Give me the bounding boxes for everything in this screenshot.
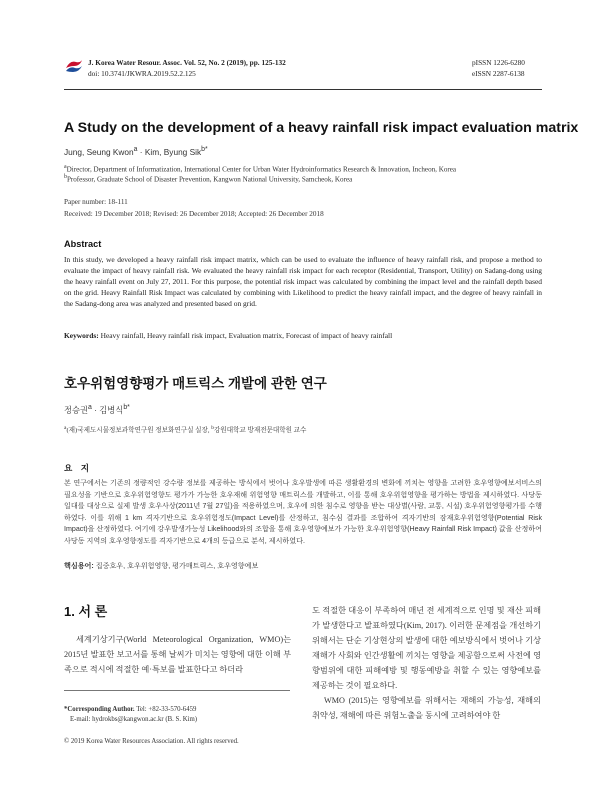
abstract-heading: Abstract — [64, 239, 102, 249]
header-rule — [64, 89, 542, 90]
abstract-text: In this study, we developed a heavy rainfall risk impact matrix, which can be used to evaluate the influence of heavy rainfall risk, and propose a method to evaluate the impact of heavy rainfall risk. We evaluated the heavy rainfall risk impact for each receptor (Residential, Transport, Utility) on Sadang-dong using the heavy rainfall event on July 27, 2011. For this purpose, the potential risk impact was calculated by combining the impact level and the rainfall depth based on the grid. Heavy Rainfall Risk Impact was calculated by combining with Likelihood to predict the heavy rainfall impact, and the degree of heavy rainfall in the Sadang-dong area was analyzed and presented based on grid. — [64, 255, 542, 308]
paper-number: Paper number: 18-111 — [64, 198, 128, 206]
journal-logo-icon — [64, 56, 84, 76]
korean-abstract-text: 본 연구에서는 기존의 정량적인 강수량 정보를 제공하는 방식에서 벗어나 호우발생에 따른 생활환경의 변화에 끼치는 영향을 고려한 호우영향예보서비스의 필요성을 기반으로 호우위험영향도 평가가 가능한 호우재해 위험영향 매트릭스를 개발하고, 이를 통해 호우위험영향을 평가하는 방법을 제시하였다. 사당동 일대를 대상으로 실제 발생 호우사상(2011년 7월 27일)을 적용하였으며, 호우에 의한 침수로 영향을 받는 대상별(사람, 교통, 시설) 호우위험영향평가를 수행하였다. 이를 위해 1 km 격자기반으로 호우위험정도(Impact Level)를 산정하고, 침수심 결과를 조합하여 격자기반의 잠재호우위험영향(Potential Risk Impact)을 산정하였다. 여기에 강우발생가능성 Likelihood와의 조합을 통해 호우영향예보가 가능한 호우위험영향(Heavy Rainfall Risk Impact) 값을 산정하여 사당동 지역의 호우영향정도를 격자기반으로 4개의 등급으로 분석, 제시하였다. — [64, 479, 542, 545]
intro-right-column — [312, 603, 541, 723]
abstract-keywords: Keywords: Heavy rainfall, Heavy rainfall risk impact, Evaluation matrix, Forecast of impact of heavy rainfall — [64, 331, 393, 340]
korean-affiliations: $^a$(재)국제도시물정보과학연구원 정보화연구실 실장, $^b$강원대학교 방재전문대학원 교수 — [64, 424, 307, 434]
korean-keywords: 핵심용어: 집중호우, 호우위험영향, 평가매트릭스, 호우영향예보 — [64, 562, 259, 570]
intro-left-column — [64, 632, 291, 677]
korean-title: 호우위험영향평가 매트릭스 개발에 관한 연구 — [64, 376, 327, 391]
intro-paragraph-2: WMO (2015)는 영향예보를 위해서는 재해의 가능성, 재해의 취약성, 재해에 따른 위험노출을 동시에 고려하여야 한 — [312, 696, 541, 720]
pissn: pISSN 1226-6280 — [472, 58, 525, 67]
footnote-rule — [64, 690, 290, 691]
intro-paragraph-1: 세계기상기구(World Meteorological Organization, WMO)는 2015년 발표한 보고서를 통해 날씨가 미치는 영향에 대한 이해 부족으로 적시에 적절한 예·특보를 발표한다고 하더라 — [64, 635, 291, 674]
copyright: © 2019 Korea Water Resources Association. All rights reserved. — [64, 738, 239, 745]
author-list: Jung, Seung Kwon$^a$ · Kim, Byung Sik$^{b*}$ — [64, 146, 208, 157]
affiliation-a: $^a$Director, Department of Informatization, International Center for Urban Water Hydroinformatics Research & Innovation, Incheon, Korea — [64, 164, 457, 174]
intro-paragraph-1-continued: 도 적절한 대응이 부족하여 매년 전 세계적으로 인명 및 재산 피해가 발생한다고 발표하였다(Kim, 2017). 이러한 문제점을 개선하기 위해서는 단순 기상현상의 발생에 대한 예보방식에서 벗어나 기상재해가 사회와 인간생활에 끼치는 영향을 제공함으로써 사전에 영향범위에 대한 피해예방 및 행동예방을 취할 수 있는 영향예보를 제공하는 것이 필요하다. — [312, 606, 541, 690]
paper-title: A Study on the development of a heavy rainfall risk impact evaluation matrix — [64, 120, 579, 136]
corresponding-email[interactable]: E-mail: hydrokbs@kangwon.ac.kr (B. S. Kim) — [70, 716, 198, 723]
corresponding-author: *Corresponding Author. Tel: +82-33-570-6459 — [64, 706, 197, 713]
eissn: eISSN 2287-6138 — [472, 69, 525, 78]
korean-authors: 정승권$^a$ · 김병식$^{b*}$ — [64, 404, 130, 415]
korean-abstract-heading: 요 지 — [64, 463, 92, 473]
doi-link[interactable]: doi: 10.3741/JKWRA.2019.52.2.125 — [88, 69, 196, 78]
affiliation-b: $^b$Professor, Graduate School of Disaster Prevention, Kangwon National University, Samcheok, Korea — [64, 174, 353, 184]
journal-citation: J. Korea Water Resour. Assoc. Vol. 52, No. 2 (2019), pp. 125-132 — [88, 58, 286, 67]
publication-dates: Received: 19 December 2018; Revised: 26 December 2018; Accepted: 26 December 2018 — [64, 210, 324, 218]
introduction-heading: 1. 서 론 — [64, 604, 108, 619]
